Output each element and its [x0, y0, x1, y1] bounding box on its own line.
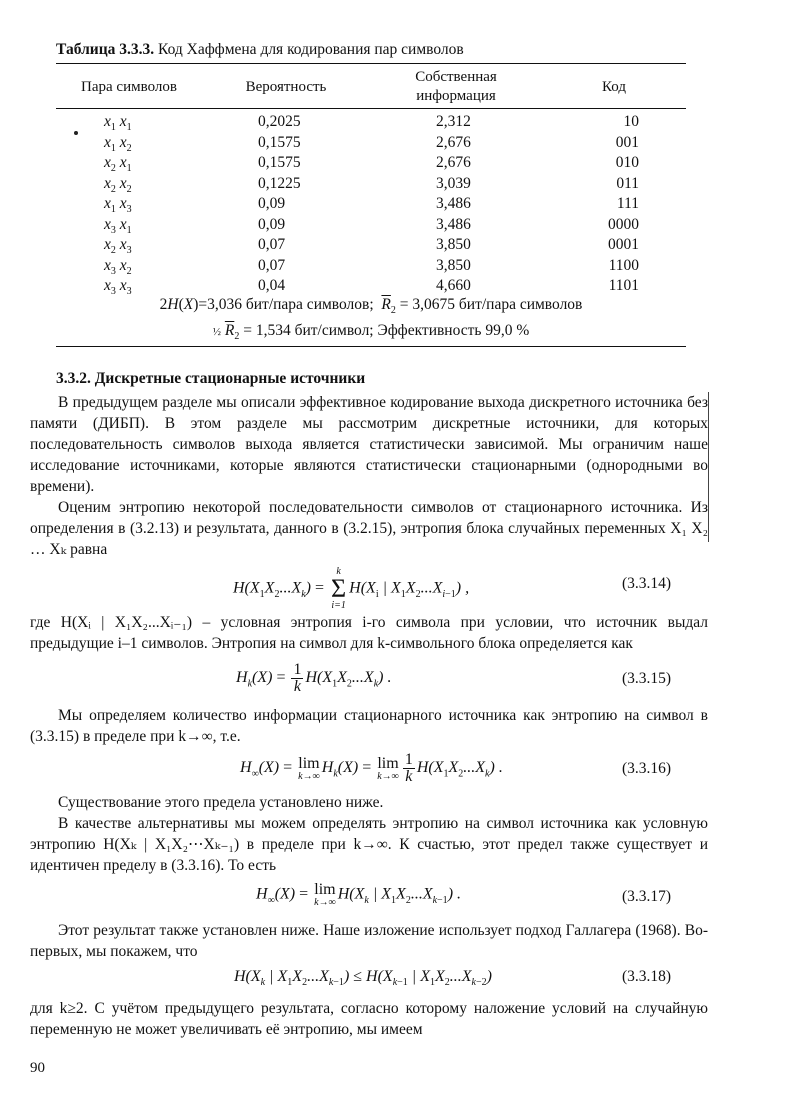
scan-speck: [74, 131, 78, 135]
paragraph-1: В предыдущем разделе мы описали эффективное кодирование выхода дискретного источника без памяти (ДИБП). В этом разделе мы рассмотрим дискретные источники, для которых последовательность символов выхода является статистически зависимой. Мы ограничим наше исследование источниками, которые являются статистически стационарными (однородными во времени).: [30, 394, 708, 495]
paragraph-4: Мы определяем количество информации стационарного источника как энтропию на символ в (3.3.15) в пределе при k→∞, т.е.: [30, 707, 708, 745]
table-row-probability: 0,1575: [258, 154, 301, 171]
scan-edge-line: [708, 392, 709, 542]
table-row-information: 3,486: [436, 215, 471, 233]
table-row-code: 111: [616, 195, 639, 212]
equation-3-3-16: $H_\infty(X)$ = lim k→∞ $H_k(X)$ = lim k→∞ $\frac{1}{k}$ $H(X_1X_2...X_k)$ .: [240, 751, 503, 785]
header-pair: Пара символов: [81, 79, 177, 95]
table-row-pair: $x_1$ $x_3$: [104, 195, 132, 216]
table-row-information: 3,850: [436, 236, 471, 253]
section-title: 3.3.2. Дискретные стационарные источники: [56, 370, 366, 387]
table-row-pair: $x_2$ $x_2$: [104, 174, 132, 195]
table-row-information: 2,676: [436, 133, 471, 151]
table-bottom-rule: [56, 346, 686, 347]
table-row-code: 001: [615, 133, 639, 151]
table-row-probability: 0,04: [258, 277, 286, 294]
table-row-code: 0000: [608, 215, 639, 233]
table-row-probability: 0,07: [258, 256, 286, 274]
paragraph-7: Этот результат также установлен ниже. Наше изложение использует подход Галлагера (1968). Во-первых, мы покажем, что: [30, 922, 708, 960]
equation-number-3-3-14: (3.3.14): [622, 575, 672, 592]
table-row-code: 10: [623, 113, 639, 130]
table-row-probability: 0,07: [258, 236, 286, 253]
table-row-information: 2,676: [436, 154, 471, 171]
table-row-probability: 0,09: [258, 215, 286, 233]
table-summary-1: 2H(X)=3,036 бит/пара символов; $\overline{R}_2 = 3,0675$ бит/пара символов: [159, 296, 583, 317]
table-summary-2: ½ $\overline{R}_2 = 1,534$ бит/символ; Эффективность 99,0 %: [212, 322, 530, 343]
table-row-code: 1100: [608, 256, 639, 274]
page-number: 90: [30, 1060, 45, 1076]
equation-3-3-15: $H_k(X)$ = $\frac{1}{k}$ $H(X_1X_2...X_k)$ .: [236, 661, 392, 695]
table-row-code: 010: [615, 154, 639, 171]
table-row-pair: $x_1$ $x_2$: [104, 133, 132, 154]
header-information-line1: Собственная: [415, 69, 497, 85]
table-caption-label: Таблица 3.3.3.: [56, 41, 155, 58]
equation-number-3-3-18: (3.3.18): [622, 968, 672, 985]
paragraph-5: Существование этого предела установлено ниже.: [58, 794, 384, 811]
header-code: Код: [602, 79, 626, 95]
equation-number-3-3-15: (3.3.15): [622, 670, 672, 687]
table-row-probability: 0,1575: [258, 133, 301, 151]
equation-3-3-17: $H_\infty(X)$ = lim k→∞ $H(X_k$ | $X_1X_2...X_{k-1}$) .: [256, 881, 462, 908]
table-row-pair: $x_2$ $x_3$: [104, 236, 132, 257]
equation-number-3-3-17: (3.3.17): [622, 888, 672, 905]
table-top-rule: [56, 63, 686, 64]
table-row-probability: 0,2025: [258, 113, 301, 130]
table-row-pair: $x_3$ $x_1$: [104, 215, 132, 236]
table-row-pair: $x_2$ $x_1$: [104, 154, 132, 175]
header-information: [391, 68, 521, 106]
header-probability: Вероятность: [245, 79, 327, 95]
paragraph-6: В качестве альтернативы мы можем определять энтропию на символ источника как условную энтропию H(Xₖ | X₁X₂⋯Xₖ₋₁) в пределе при k→∞. К счастью, этот предел также существует и идентичен пределу в (3.3.16). То есть: [30, 815, 708, 874]
table-caption-text: Код Хаффмена для кодирования пар символов: [154, 41, 464, 58]
table-row-pair: $x_3$ $x_3$: [104, 277, 132, 298]
table-header-rule: [56, 108, 686, 109]
table-row-code: 1101: [608, 277, 639, 294]
equation-3-3-14: $H(X_1X_2...X_k)$ = k Σ i=1 $H(X_i$ | $X_1X_2...X_{i-1}$) ,: [233, 566, 470, 611]
table-row-pair: $x_3$ $x_2$: [104, 256, 132, 277]
equation-3-3-18: $H(X_k$ | $X_1X_2...X_{k-1}) \le H(X_{k-1}$ | $X_1X_2...X_{k-2}$): [234, 968, 492, 989]
paragraph-8: для k≥2. С учётом предыдущего результата, согласно которому наложение условий на случайную переменную не может увеличивать её энтропию, мы имеем: [30, 1000, 708, 1038]
equation-number-3-3-16: (3.3.16): [622, 760, 672, 777]
table-row-information: 3,850: [436, 256, 471, 274]
table-row-probability: 0,1225: [258, 174, 301, 192]
table-caption: [56, 41, 464, 59]
table-row-information: 3,039: [436, 174, 471, 192]
table-row-pair: $x_1$ $x_1$: [104, 113, 132, 134]
table-row-information: 4,660: [436, 277, 471, 294]
table-row-probability: 0,09: [258, 195, 286, 212]
table-row-code: 0001: [608, 236, 639, 253]
paragraph-2: Оценим энтропию некоторой последовательности символов от стационарного источника. Из определения в (3.2.13) и результата, данного в (3.2.15), энтропия блока случайных переменных X₁ X₂ … Xₖ равна: [30, 499, 708, 558]
paragraph-3: где H(Xᵢ | X₁X₂...Xᵢ₋₁) – условная энтропия i-го символа при условии, что источник выдал предыдущие i–1 символов. Энтропия на символ для k-символьного блока определяется как: [30, 614, 708, 652]
table-row-code: 011: [616, 174, 639, 192]
table-row-information: 2,312: [436, 113, 471, 130]
header-information-line2: информация: [416, 88, 496, 104]
table-row-information: 3,486: [436, 195, 471, 212]
